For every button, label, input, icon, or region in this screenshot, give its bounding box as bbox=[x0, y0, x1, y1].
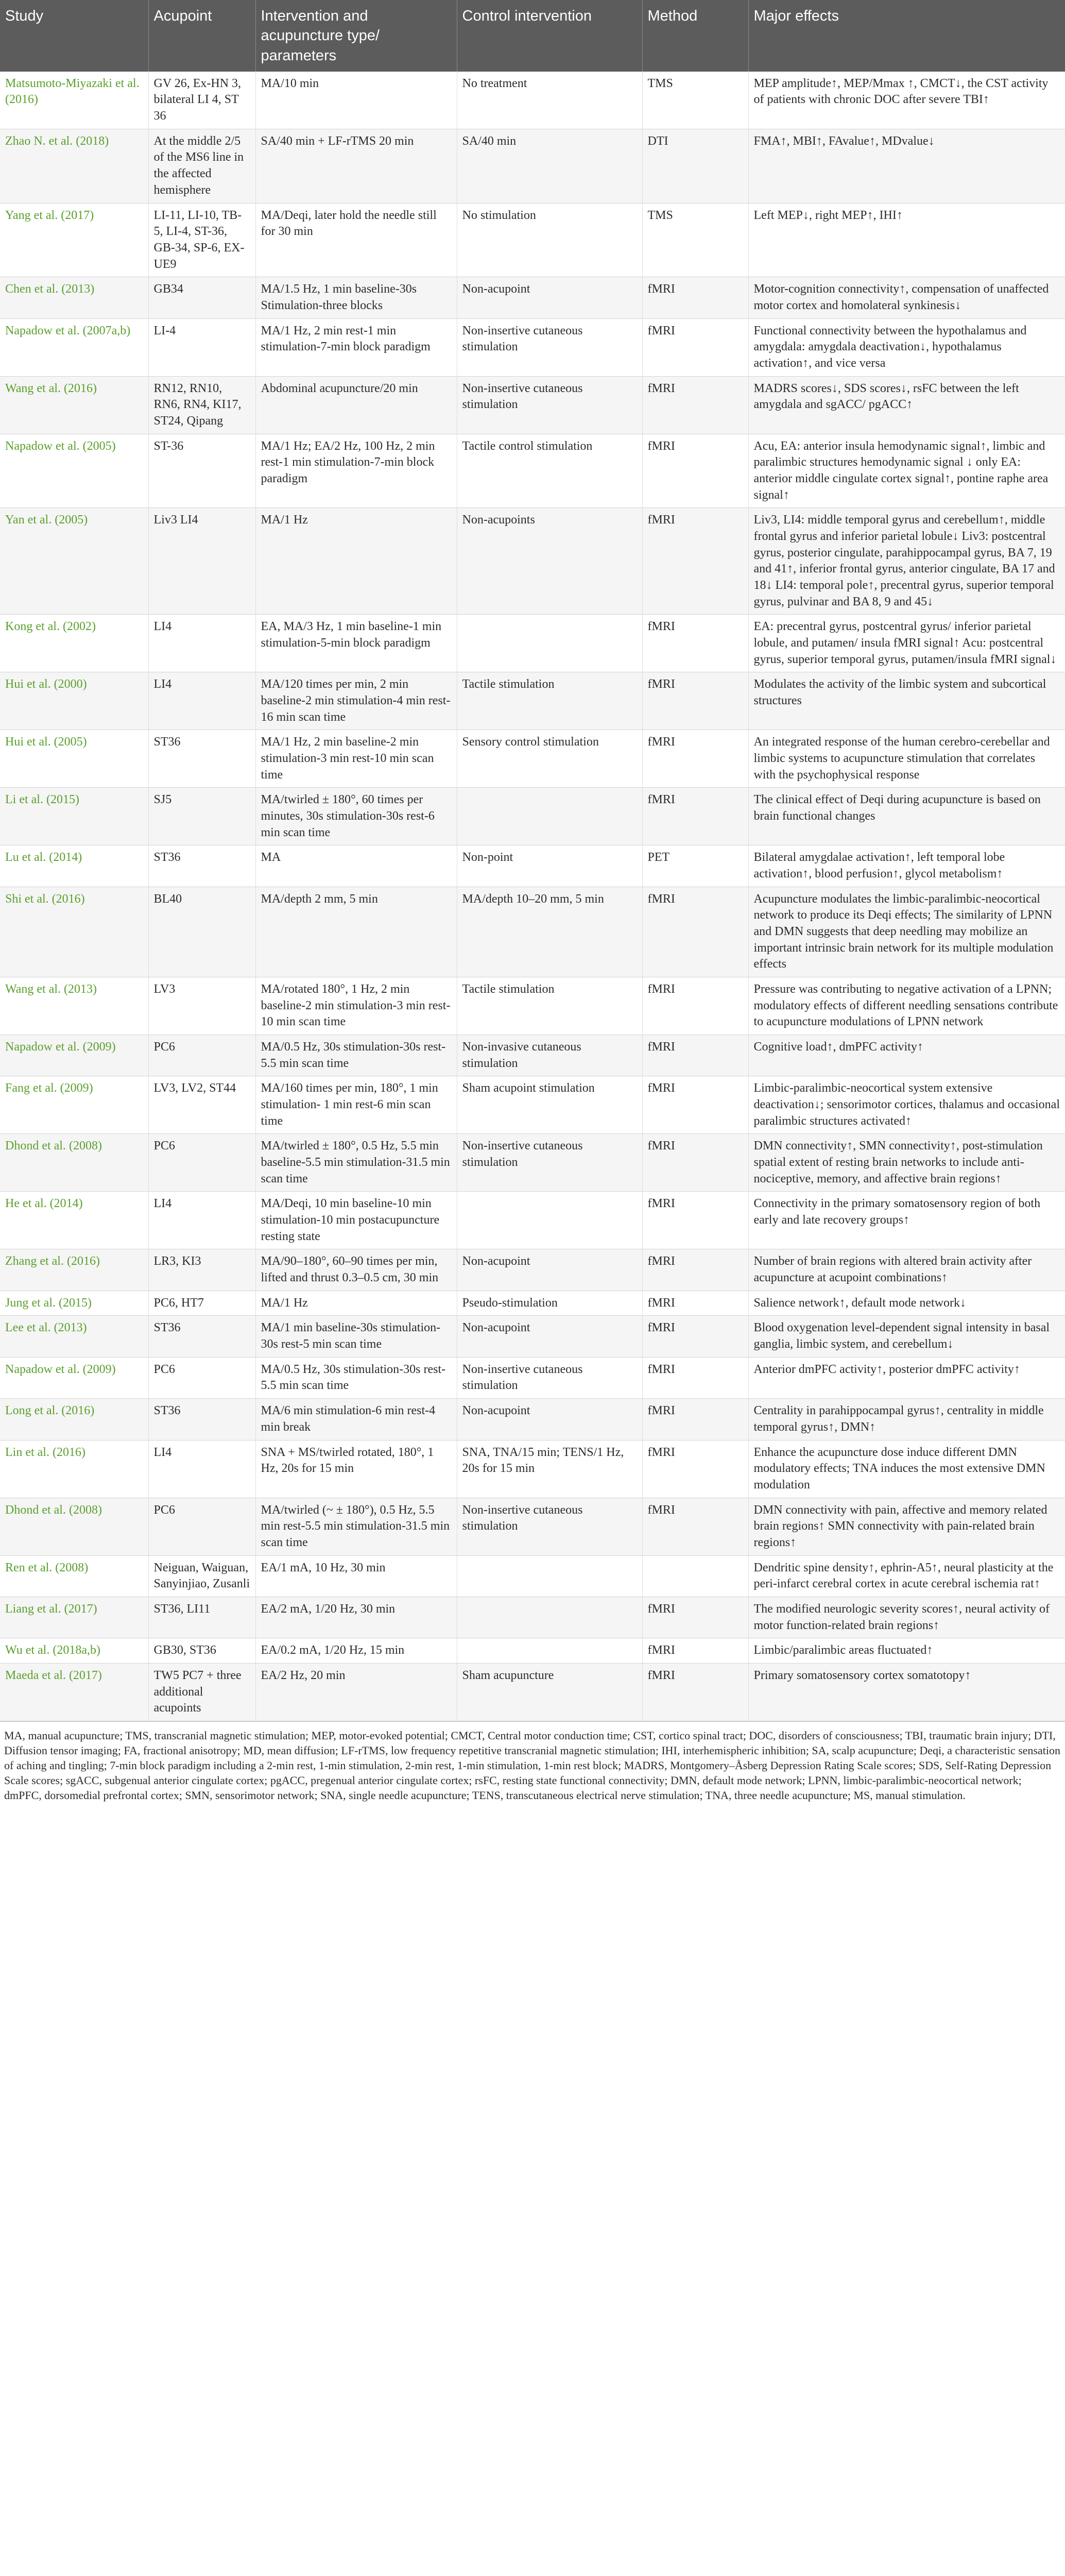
table-row bbox=[0, 887, 1065, 977]
column-header-effects: Major effects bbox=[748, 0, 1065, 72]
effects-cell: Acupuncture modulates the limbic-paralimbic-neocortical network to produce its Deqi effects; The similarity of LPNN and DMN suggests that deep needling may mobilize an important intrinsic brain network for its multiple modulation effects bbox=[748, 887, 1065, 977]
effects-cell: Liv3, LI4: middle temporal gyrus and cerebellum↑, middle frontal gyrus and inferior parietal lobule↓ Liv3: postcentral gyrus, posterior cingulate, parahippocampal gyrus, BA 7, 19 and 41↑, inferior frontal gyrus, anterior cingulate, BA 17 and 18↓ LI4: temporal pole↑, precentral gyrus, superior temporal gyrus, pulvinar and BA 8, 9 and 45↓ bbox=[748, 508, 1065, 615]
intervention-cell: MA/90–180°, 60–90 times per min, lifted and thrust 0.3–0.5 cm, 30 min bbox=[255, 1249, 457, 1291]
control-cell bbox=[457, 1597, 642, 1638]
acupoint-cell: Neiguan, Waiguan, Sanyinjiao, Zusanli bbox=[148, 1555, 255, 1597]
study-cell[interactable]: Dhond et al. (2008) bbox=[0, 1498, 148, 1555]
acupoint-cell: ST36 bbox=[148, 1316, 255, 1357]
table-row bbox=[0, 318, 1065, 376]
effects-cell: Bilateral amygdalae activation↑, left temporal lobe activation↑, blood perfusion↑, glycol metabolism↑ bbox=[748, 845, 1065, 887]
intervention-cell: EA/2 mA, 1/20 Hz, 30 min bbox=[255, 1597, 457, 1638]
control-cell: Tactile control stimulation bbox=[457, 434, 642, 508]
method-cell: fMRI bbox=[642, 1291, 748, 1316]
effects-cell: Enhance the acupuncture dose induce different DMN modulatory effects; TNA induces the most extensive DMN modulation bbox=[748, 1440, 1065, 1498]
control-cell: Non-acupoints bbox=[457, 508, 642, 615]
column-header-intervention: Intervention and acupuncture type/ parameters bbox=[255, 0, 457, 72]
table-row bbox=[0, 376, 1065, 434]
intervention-cell: MA/1 Hz, 2 min baseline-2 min stimulation-3 min rest-10 min scan time bbox=[255, 730, 457, 788]
control-cell bbox=[457, 1555, 642, 1597]
study-cell[interactable]: He et al. (2014) bbox=[0, 1192, 148, 1249]
effects-cell: Left MEP↓, right MEP↑, IHI↑ bbox=[748, 203, 1065, 277]
method-cell: fMRI bbox=[642, 1076, 748, 1134]
control-cell: Pseudo-stimulation bbox=[457, 1291, 642, 1316]
intervention-cell: EA/2 Hz, 20 min bbox=[255, 1663, 457, 1721]
study-cell[interactable]: Napadow et al. (2009) bbox=[0, 1035, 148, 1076]
control-cell: Non-insertive cutaneous stimulation bbox=[457, 376, 642, 434]
intervention-cell: EA, MA/3 Hz, 1 min baseline-1 min stimulation-5-min block paradigm bbox=[255, 615, 457, 672]
control-cell bbox=[457, 1638, 642, 1664]
acupoint-cell: PC6 bbox=[148, 1134, 255, 1192]
acupoint-cell: PC6 bbox=[148, 1498, 255, 1555]
study-cell[interactable]: Lin et al. (2016) bbox=[0, 1440, 148, 1498]
control-cell: Non-acupoint bbox=[457, 1399, 642, 1440]
acupoint-cell: ST36 bbox=[148, 845, 255, 887]
table-row bbox=[0, 1357, 1065, 1398]
table-header-row bbox=[0, 0, 1065, 72]
effects-cell: Limbic-paralimbic-neocortical system extensive deactivation↓; sensorimotor cortices, thalamus and occasional paralimbic structures activated↑ bbox=[748, 1076, 1065, 1134]
table-row bbox=[0, 434, 1065, 508]
control-cell: Non-insertive cutaneous stimulation bbox=[457, 1357, 642, 1398]
table-row bbox=[0, 129, 1065, 203]
study-cell[interactable]: Maeda et al. (2017) bbox=[0, 1663, 148, 1721]
table-row bbox=[0, 845, 1065, 887]
acupoint-cell: TW5 PC7 + three additional acupoints bbox=[148, 1663, 255, 1721]
effects-cell: Motor-cognition connectivity↑, compensation of unaffected motor cortex and homolateral synkinesis↓ bbox=[748, 277, 1065, 318]
study-cell[interactable]: Napadow et al. (2005) bbox=[0, 434, 148, 508]
control-cell: Non-acupoint bbox=[457, 1316, 642, 1357]
acupoint-cell: At the middle 2/5 of the MS6 line in the affected hemisphere bbox=[148, 129, 255, 203]
effects-cell: Dendritic spine density↑, ephrin-A5↑, neural plasticity at the peri-infarct cerebral cortex in acute cerebral ischemia rat↑ bbox=[748, 1555, 1065, 1597]
intervention-cell: SA/40 min + LF-rTMS 20 min bbox=[255, 129, 457, 203]
method-cell: TMS bbox=[642, 203, 748, 277]
effects-cell: Anterior dmPFC activity↑, posterior dmPFC activity↑ bbox=[748, 1357, 1065, 1398]
method-cell: fMRI bbox=[642, 1399, 748, 1440]
study-cell[interactable]: Ren et al. (2008) bbox=[0, 1555, 148, 1597]
table-row bbox=[0, 277, 1065, 318]
acupoint-cell: SJ5 bbox=[148, 788, 255, 845]
study-cell[interactable]: Liang et al. (2017) bbox=[0, 1597, 148, 1638]
method-cell: fMRI bbox=[642, 1357, 748, 1398]
acupoint-cell: ST36 bbox=[148, 730, 255, 788]
control-cell: Sham acupuncture bbox=[457, 1663, 642, 1721]
method-cell: fMRI bbox=[642, 672, 748, 730]
method-cell: fMRI bbox=[642, 1663, 748, 1721]
acupoint-cell: ST-36 bbox=[148, 434, 255, 508]
intervention-cell: MA/Deqi, later hold the needle still for 30 min bbox=[255, 203, 457, 277]
control-cell: SA/40 min bbox=[457, 129, 642, 203]
table-row bbox=[0, 1076, 1065, 1134]
acupoint-cell: RN12, RN10, RN6, RN4, KI17, ST24, Qipang bbox=[148, 376, 255, 434]
table-row bbox=[0, 1440, 1065, 1498]
column-header-study: Study bbox=[0, 0, 148, 72]
table-row bbox=[0, 203, 1065, 277]
table-header bbox=[0, 0, 1065, 72]
acupoint-cell: LV3 bbox=[148, 977, 255, 1035]
table-row bbox=[0, 1249, 1065, 1291]
study-cell[interactable]: Long et al. (2016) bbox=[0, 1399, 148, 1440]
table-row bbox=[0, 1597, 1065, 1638]
method-cell: fMRI bbox=[642, 1134, 748, 1192]
acupoint-cell: LI4 bbox=[148, 1440, 255, 1498]
acupoint-cell: PC6 bbox=[148, 1357, 255, 1398]
method-cell: fMRI bbox=[642, 615, 748, 672]
intervention-cell: MA/1 Hz; EA/2 Hz, 100 Hz, 2 min rest-1 min stimulation-7-min block paradigm bbox=[255, 434, 457, 508]
control-cell: Tactile stimulation bbox=[457, 672, 642, 730]
table-row bbox=[0, 615, 1065, 672]
intervention-cell: MA/10 min bbox=[255, 72, 457, 129]
table-body bbox=[0, 72, 1065, 1721]
study-cell[interactable]: Li et al. (2015) bbox=[0, 788, 148, 845]
intervention-cell: MA/1 min baseline-30s stimulation-30s rest-5 min scan time bbox=[255, 1316, 457, 1357]
table-row bbox=[0, 1134, 1065, 1192]
intervention-cell: MA/Deqi, 10 min baseline-10 min stimulation-10 min postacupuncture resting state bbox=[255, 1192, 457, 1249]
effects-cell: FMA↑, MBI↑, FAvalue↑, MDvalue↓ bbox=[748, 129, 1065, 203]
acupoint-cell: LI-11, LI-10, TB-5, LI-4, ST-36, GB-34, SP-6, EX-UE9 bbox=[148, 203, 255, 277]
acupoint-cell: LI-4 bbox=[148, 318, 255, 376]
effects-cell: Blood oxygenation level-dependent signal intensity in basal ganglia, limbic system, and cerebellum↓ bbox=[748, 1316, 1065, 1357]
effects-cell: Number of brain regions with altered brain activity after acupuncture at acupoint combinations↑ bbox=[748, 1249, 1065, 1291]
control-cell: Sensory control stimulation bbox=[457, 730, 642, 788]
intervention-cell: MA/rotated 180°, 1 Hz, 2 min baseline-2 min stimulation-3 min rest-10 min scan time bbox=[255, 977, 457, 1035]
table-footnote: MA, manual acupuncture; TMS, transcranial magnetic stimulation; MEP, motor-evoked potential; CMCT, Central motor conduction time; CST, cortico spinal tract; DOC, disorders of consciousness; TBI, traumatic brain injury; DTI, Diffusion tensor imaging; FA, fractional anisotropy; MD, mean diffusion; LF-rTMS, low frequency repetitive transcranial magnetic stimulation; IHI, interhemispheric inhibition; SA, scalp acupuncture; Deqi, a characteristic sensation of aching and tingling; 7-min block paradigm including a 2-min rest, 1-min stimulation, 2-min rest, 1-min stimulation, 1-min rest block; MADRS, Montgomery–Åsberg Depression Rating Scale scores; SDS, Self-Rating Depression Scale scores; sgACC, subgenual anterior cingulate cortex; pgACC, pregenual anterior cingulate cortex; rsFC, resting state functional connectivity; DMN, default mode network; LPNN, limbic-paralimbic-neocortical network; dmPFC, dorsomedial prefrontal cortex; SMN, sensorimotor network; SNA, single needle acupuncture; TENS, transcutaneous electrical nerve stimulation; TNA, three needle acupuncture; MS, manual stimulation. bbox=[0, 1721, 1065, 1803]
method-cell: PET bbox=[642, 845, 748, 887]
method-cell: fMRI bbox=[642, 1498, 748, 1555]
table-row bbox=[0, 72, 1065, 129]
intervention-cell: MA/160 times per min, 180°, 1 min stimulation- 1 min rest-6 min scan time bbox=[255, 1076, 457, 1134]
method-cell: fMRI bbox=[642, 376, 748, 434]
effects-cell: Cognitive load↑, dmPFC activity↑ bbox=[748, 1035, 1065, 1076]
method-cell: fMRI bbox=[642, 1638, 748, 1664]
study-cell[interactable]: Hui et al. (2005) bbox=[0, 730, 148, 788]
intervention-cell: MA bbox=[255, 845, 457, 887]
control-cell bbox=[457, 615, 642, 672]
control-cell: Non-insertive cutaneous stimulation bbox=[457, 1498, 642, 1555]
intervention-cell: SNA + MS/twirled rotated, 180°, 1 Hz, 20s for 15 min bbox=[255, 1440, 457, 1498]
acupoint-cell: LI4 bbox=[148, 672, 255, 730]
method-cell: fMRI bbox=[642, 730, 748, 788]
intervention-cell: MA/0.5 Hz, 30s stimulation-30s rest-5.5 min scan time bbox=[255, 1357, 457, 1398]
acupoint-cell: LI4 bbox=[148, 615, 255, 672]
study-cell[interactable]: Dhond et al. (2008) bbox=[0, 1134, 148, 1192]
intervention-cell: MA/1 Hz, 2 min rest-1 min stimulation-7-min block paradigm bbox=[255, 318, 457, 376]
table-row bbox=[0, 730, 1065, 788]
method-cell: fMRI bbox=[642, 1440, 748, 1498]
effects-cell: DMN connectivity↑, SMN connectivity↑, post-stimulation spatial extent of resting brain networks to include anti-nociceptive, memory, and affective brain regions↑ bbox=[748, 1134, 1065, 1192]
intervention-cell: MA/1 Hz bbox=[255, 508, 457, 615]
table-row bbox=[0, 1192, 1065, 1249]
control-cell: Sham acupoint stimulation bbox=[457, 1076, 642, 1134]
intervention-cell: EA/1 mA, 10 Hz, 30 min bbox=[255, 1555, 457, 1597]
table-row bbox=[0, 1035, 1065, 1076]
method-cell: fMRI bbox=[642, 318, 748, 376]
intervention-cell: MA/twirled ± 180°, 0.5 Hz, 5.5 min baseline-5.5 min stimulation-31.5 min scan time bbox=[255, 1134, 457, 1192]
acupoint-cell: PC6, HT7 bbox=[148, 1291, 255, 1316]
control-cell: Non-acupoint bbox=[457, 277, 642, 318]
method-cell: fMRI bbox=[642, 1035, 748, 1076]
table-row bbox=[0, 672, 1065, 730]
study-cell[interactable]: Chen et al. (2013) bbox=[0, 277, 148, 318]
column-header-acupoint: Acupoint bbox=[148, 0, 255, 72]
effects-cell: Salience network↑, default mode network↓ bbox=[748, 1291, 1065, 1316]
control-cell: Tactile stimulation bbox=[457, 977, 642, 1035]
study-cell[interactable]: Yan et al. (2005) bbox=[0, 508, 148, 615]
intervention-cell: MA/120 times per min, 2 min baseline-2 min stimulation-4 min rest-16 min scan time bbox=[255, 672, 457, 730]
method-cell: fMRI bbox=[642, 277, 748, 318]
control-cell: SNA, TNA/15 min; TENS/1 Hz, 20s for 15 min bbox=[457, 1440, 642, 1498]
control-cell: Non-point bbox=[457, 845, 642, 887]
method-cell: fMRI bbox=[642, 788, 748, 845]
control-cell: No stimulation bbox=[457, 203, 642, 277]
acupoint-cell: GB34 bbox=[148, 277, 255, 318]
effects-cell: MEP amplitude↑, MEP/Mmax ↑, CMCT↓, the CST activity of patients with chronic DOC after severe TBI↑ bbox=[748, 72, 1065, 129]
column-header-control: Control intervention bbox=[457, 0, 642, 72]
method-cell: fMRI bbox=[642, 434, 748, 508]
effects-cell: Pressure was contributing to negative activation of a LPNN; modulatory effects of different needling sensations contribute to acupuncture modulations of LPNN network bbox=[748, 977, 1065, 1035]
intervention-cell: MA/1 Hz bbox=[255, 1291, 457, 1316]
study-cell[interactable]: Fang et al. (2009) bbox=[0, 1076, 148, 1134]
table-row bbox=[0, 1316, 1065, 1357]
control-cell: Non-insertive cutaneous stimulation bbox=[457, 1134, 642, 1192]
study-cell[interactable]: Kong et al. (2002) bbox=[0, 615, 148, 672]
control-cell: No treatment bbox=[457, 72, 642, 129]
effects-cell: MADRS scores↓, SDS scores↓, rsFC between the left amygdala and sgACC/ pgACC↑ bbox=[748, 376, 1065, 434]
acupoint-cell: LV3, LV2, ST44 bbox=[148, 1076, 255, 1134]
method-cell: fMRI bbox=[642, 887, 748, 977]
intervention-cell: MA/depth 2 mm, 5 min bbox=[255, 887, 457, 977]
method-cell: fMRI bbox=[642, 977, 748, 1035]
table-row bbox=[0, 788, 1065, 845]
table-row bbox=[0, 1638, 1065, 1664]
table-row bbox=[0, 508, 1065, 615]
method-cell: fMRI bbox=[642, 1597, 748, 1638]
table-row bbox=[0, 1663, 1065, 1721]
acupoint-cell: ST36 bbox=[148, 1399, 255, 1440]
effects-cell: Modulates the activity of the limbic system and subcortical structures bbox=[748, 672, 1065, 730]
effects-cell: The modified neurologic severity scores↑, neural activity of motor function-related brain regions↑ bbox=[748, 1597, 1065, 1638]
study-cell[interactable]: Matsumoto-Miyazaki et al. (2016) bbox=[0, 72, 148, 129]
intervention-cell: MA/twirled (~ ± 180°), 0.5 Hz, 5.5 min rest-5.5 min stimulation-31.5 min scan time bbox=[255, 1498, 457, 1555]
acupoint-cell: GV 26, Ex-HN 3, bilateral LI 4, ST 36 bbox=[148, 72, 255, 129]
effects-cell: Primary somatosensory cortex somatotopy↑ bbox=[748, 1663, 1065, 1721]
control-cell: Non-insertive cutaneous stimulation bbox=[457, 318, 642, 376]
control-cell: Non-acupoint bbox=[457, 1249, 642, 1291]
acupoint-cell: PC6 bbox=[148, 1035, 255, 1076]
intervention-cell: MA/twirled ± 180°, 60 times per minutes, 30s stimulation-30s rest-6 min scan time bbox=[255, 788, 457, 845]
method-cell bbox=[642, 1555, 748, 1597]
method-cell: TMS bbox=[642, 72, 748, 129]
acupoint-cell: ST36, LI11 bbox=[148, 1597, 255, 1638]
study-cell[interactable]: Wang et al. (2016) bbox=[0, 376, 148, 434]
intervention-cell: MA/6 min stimulation-6 min rest-4 min break bbox=[255, 1399, 457, 1440]
effects-cell: Limbic/paralimbic areas fluctuated↑ bbox=[748, 1638, 1065, 1664]
effects-cell: Connectivity in the primary somatosensory region of both early and late recovery groups↑ bbox=[748, 1192, 1065, 1249]
control-cell bbox=[457, 1192, 642, 1249]
effects-cell: Centrality in parahippocampal gyrus↑, centrality in middle temporal gyrus↑, DMN↑ bbox=[748, 1399, 1065, 1440]
effects-cell: Functional connectivity between the hypothalamus and amygdala: amygdala deactivation↓, hypothalamus activation↑, and vice versa bbox=[748, 318, 1065, 376]
control-cell: MA/depth 10–20 mm, 5 min bbox=[457, 887, 642, 977]
table-row bbox=[0, 977, 1065, 1035]
intervention-cell: MA/1.5 Hz, 1 min baseline-30s Stimulation-three blocks bbox=[255, 277, 457, 318]
study-cell[interactable]: Lee et al. (2013) bbox=[0, 1316, 148, 1357]
method-cell: DTI bbox=[642, 129, 748, 203]
acupoint-cell: Liv3 LI4 bbox=[148, 508, 255, 615]
effects-cell: EA: precentral gyrus, postcentral gyrus/ inferior parietal lobule, and putamen/ insula fMRI signal↑ Acu: postcentral gyrus, superior temporal gyrus, putamen/insula fMRI signal↓ bbox=[748, 615, 1065, 672]
effects-cell: Acu, EA: anterior insula hemodynamic signal↑, limbic and paralimbic structures hemodynamic signal ↓ only EA: anterior middle cingulate cortex signal↑, pontine raphe area signal↑ bbox=[748, 434, 1065, 508]
acupoint-cell: GB30, ST36 bbox=[148, 1638, 255, 1664]
intervention-cell: Abdominal acupuncture/20 min bbox=[255, 376, 457, 434]
study-cell[interactable]: Zhang et al. (2016) bbox=[0, 1249, 148, 1291]
effects-cell: An integrated response of the human cerebro-cerebellar and limbic systems to acupuncture stimulation that correlates with the psychophysical response bbox=[748, 730, 1065, 788]
study-cell[interactable]: Napadow et al. (2009) bbox=[0, 1357, 148, 1398]
control-cell: Non-invasive cutaneous stimulation bbox=[457, 1035, 642, 1076]
table-row bbox=[0, 1555, 1065, 1597]
study-cell[interactable]: Zhao N. et al. (2018) bbox=[0, 129, 148, 203]
intervention-cell: EA/0.2 mA, 1/20 Hz, 15 min bbox=[255, 1638, 457, 1664]
effects-cell: DMN connectivity with pain, affective and memory related brain regions↑ SMN connectivity with pain-related brain regions↑ bbox=[748, 1498, 1065, 1555]
acupoint-cell: BL40 bbox=[148, 887, 255, 977]
column-header-method: Method bbox=[642, 0, 748, 72]
method-cell: fMRI bbox=[642, 508, 748, 615]
study-cell[interactable]: Shi et al. (2016) bbox=[0, 887, 148, 977]
intervention-cell: MA/0.5 Hz, 30s stimulation-30s rest-5.5 min scan time bbox=[255, 1035, 457, 1076]
study-cell[interactable]: Wang et al. (2013) bbox=[0, 977, 148, 1035]
method-cell: fMRI bbox=[642, 1316, 748, 1357]
study-cell[interactable]: Jung et al. (2015) bbox=[0, 1291, 148, 1316]
acupoint-cell: LI4 bbox=[148, 1192, 255, 1249]
study-cell[interactable]: Napadow et al. (2007a,b) bbox=[0, 318, 148, 376]
control-cell bbox=[457, 788, 642, 845]
table-row bbox=[0, 1498, 1065, 1555]
study-cell[interactable]: Wu et al. (2018a,b) bbox=[0, 1638, 148, 1664]
method-cell: fMRI bbox=[642, 1249, 748, 1291]
effects-cell: The clinical effect of Deqi during acupuncture is based on brain functional changes bbox=[748, 788, 1065, 845]
acupoint-cell: LR3, KI3 bbox=[148, 1249, 255, 1291]
study-cell[interactable]: Yang et al. (2017) bbox=[0, 203, 148, 277]
method-cell: fMRI bbox=[642, 1192, 748, 1249]
study-cell[interactable]: Hui et al. (2000) bbox=[0, 672, 148, 730]
study-cell[interactable]: Lu et al. (2014) bbox=[0, 845, 148, 887]
table-row bbox=[0, 1291, 1065, 1316]
table-row bbox=[0, 1399, 1065, 1440]
